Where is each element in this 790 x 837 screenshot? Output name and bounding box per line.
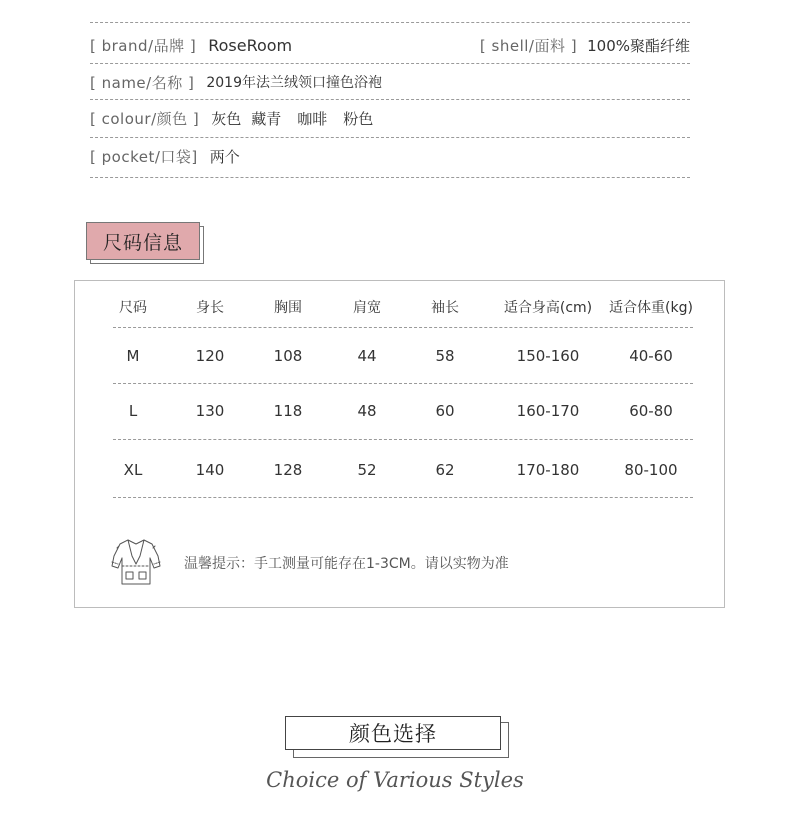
name-value: 2019年法兰绒领口撞色浴袍 xyxy=(206,75,382,91)
color-section-heading xyxy=(285,716,509,758)
color-section-title: 颜色选择 xyxy=(285,716,501,750)
table-header: 身长 xyxy=(196,300,224,316)
table-cell: 128 xyxy=(273,461,303,479)
size-section-heading xyxy=(86,222,204,264)
pocket-label: [ pocket/口袋] xyxy=(90,147,198,166)
shell-value: 100%聚酯纤维 xyxy=(587,36,690,55)
table-cell: 150-160 xyxy=(516,347,580,365)
colour-value: 咖啡 xyxy=(297,109,328,128)
pocket-value: 两个 xyxy=(209,147,240,166)
table-cell: 118 xyxy=(273,402,303,420)
brand-label: [ brand/品牌 ] xyxy=(90,36,197,55)
name-label: [ name/名称 ] xyxy=(90,73,195,92)
robe-icon xyxy=(106,534,166,588)
divider xyxy=(90,177,690,178)
table-cell: 60-80 xyxy=(629,402,673,420)
info-row-name xyxy=(90,64,690,100)
colour-label: [ colour/颜色 ] xyxy=(90,109,200,128)
divider xyxy=(90,22,690,23)
table-cell: 58 xyxy=(435,347,455,365)
divider xyxy=(113,383,693,384)
table-cell: 120 xyxy=(195,347,225,365)
table-cell: 48 xyxy=(357,402,377,420)
table-header: 适合身高(cm) xyxy=(503,300,593,316)
table-header: 尺码 xyxy=(119,300,147,316)
table-header: 适合体重(kg) xyxy=(609,300,693,316)
table-cell: 140 xyxy=(195,461,225,479)
table-cell: 130 xyxy=(195,402,225,420)
colour-value: 藏青 xyxy=(251,109,282,128)
brand-value: RoseRoom xyxy=(208,35,293,55)
table-cell: 44 xyxy=(357,347,377,365)
table-cell: XL xyxy=(123,461,143,479)
divider xyxy=(113,439,693,440)
table-header: 肩宽 xyxy=(353,300,381,316)
table-cell: 40-60 xyxy=(629,347,673,365)
colour-value: 粉色 xyxy=(343,109,374,128)
measurement-tip: 温馨提示：手工测量可能存在1-3CM。请以实物为准 xyxy=(184,556,509,572)
info-row-brand xyxy=(90,27,690,63)
table-cell: L xyxy=(128,402,138,420)
color-section-subtitle: Choice of Various Styles xyxy=(266,768,524,792)
shell-label: [ shell/面料 ] xyxy=(479,36,578,55)
size-section-title: 尺码信息 xyxy=(86,222,200,260)
table-header: 袖长 xyxy=(431,300,459,316)
table-cell: 170-180 xyxy=(516,461,580,479)
table-cell: 80-100 xyxy=(624,461,678,479)
divider xyxy=(113,497,693,498)
table-cell: 108 xyxy=(273,347,303,365)
info-row-colour xyxy=(90,100,690,136)
table-cell: M xyxy=(126,347,140,365)
table-cell: 62 xyxy=(435,461,455,479)
colour-value: 灰色 xyxy=(211,109,242,128)
table-cell: 52 xyxy=(357,461,377,479)
divider xyxy=(113,327,693,328)
info-row-pocket xyxy=(90,138,690,174)
table-header: 胸围 xyxy=(274,300,302,316)
table-cell: 60 xyxy=(435,402,455,420)
table-cell: 160-170 xyxy=(516,402,580,420)
